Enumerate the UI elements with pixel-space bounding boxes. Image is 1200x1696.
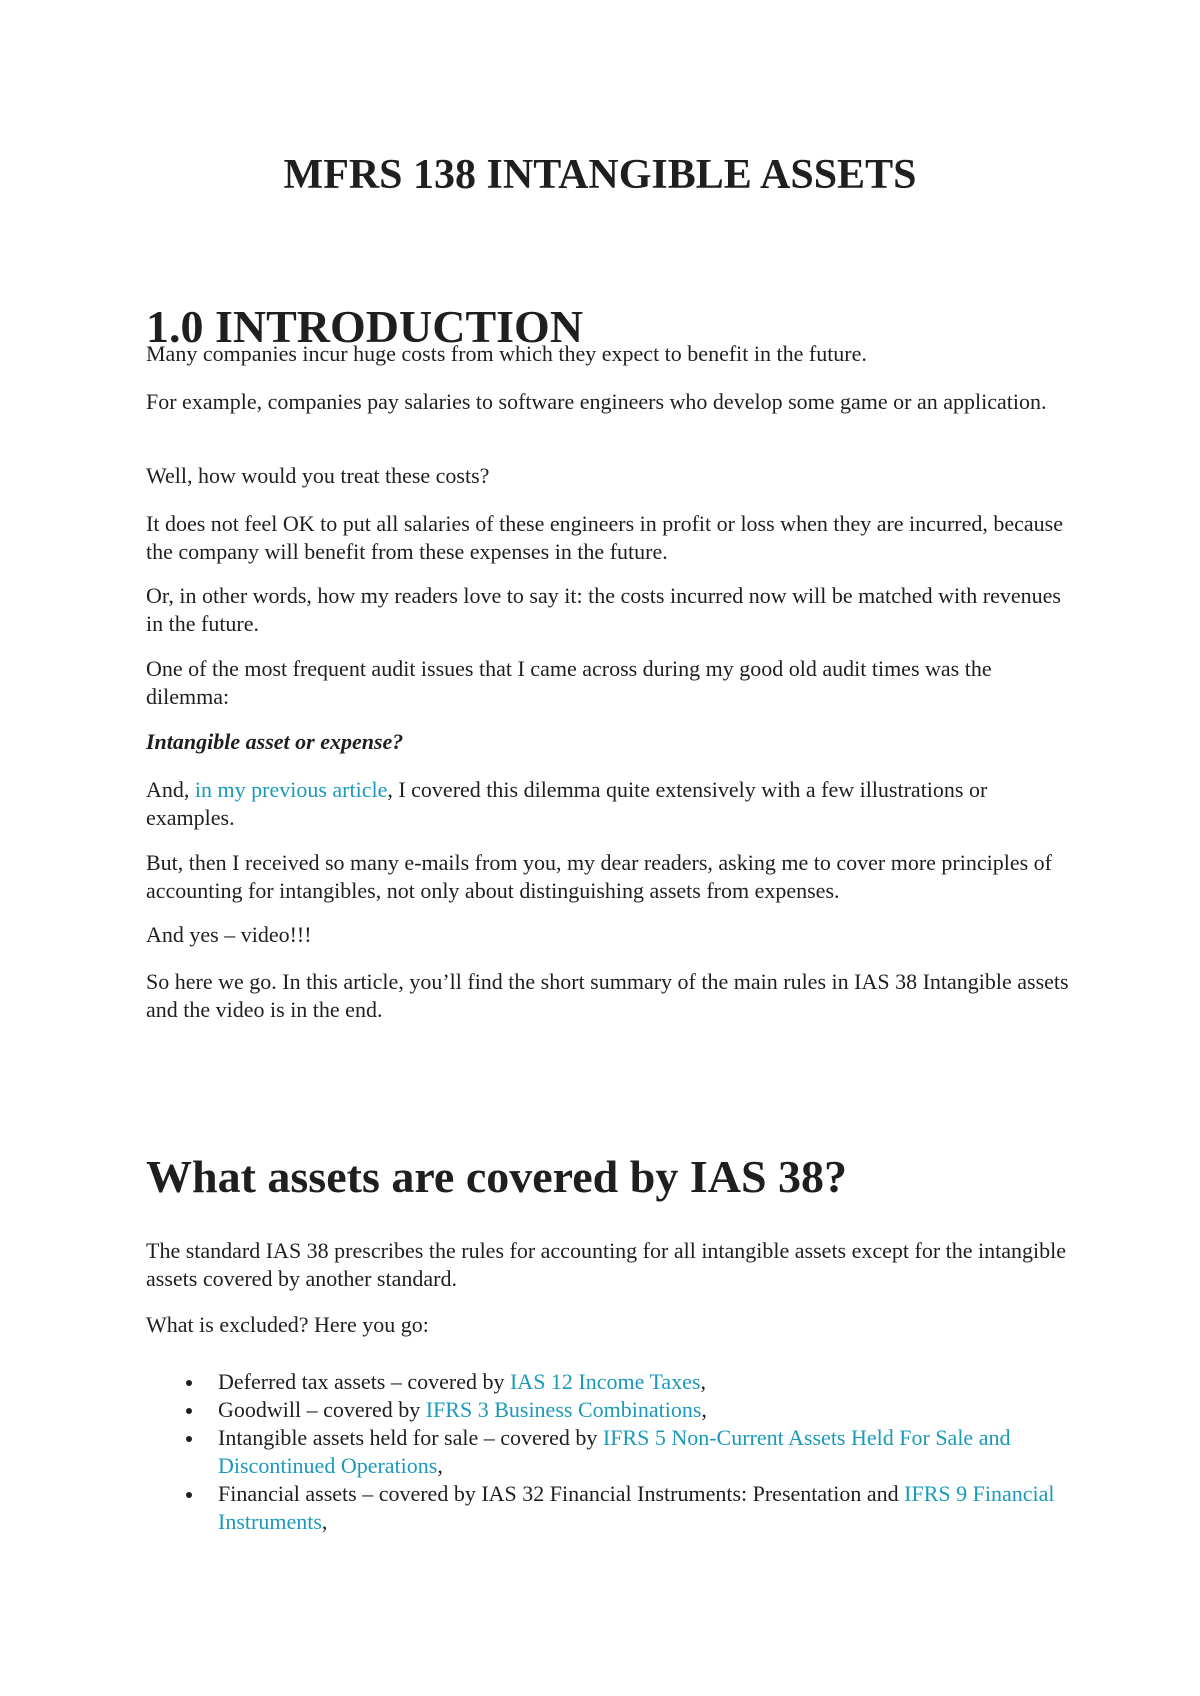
standard-link[interactable]: IFRS 3 Business Combinations (425, 1397, 702, 1422)
list-item (146, 1424, 1076, 1480)
previous-article-after: , I covered this dilemma quite extensively with a few illustrations or examples. (146, 777, 988, 830)
section-heading: What assets are covered by IAS 38? (146, 1151, 848, 1202)
dilemma-text: Intangible asset or expense? (146, 729, 404, 754)
section-paragraph: What is excluded? Here you go: (146, 1312, 429, 1337)
intro-paragraph: For example, companies pay salaries to software engineers who develop some game or an application. (146, 389, 1047, 414)
list-item-suffix: , (437, 1453, 443, 1478)
list-item (146, 1368, 1076, 1396)
intro-paragraph: It does not feel OK to put all salaries of these engineers in profit or loss when they are incurred, because the company will benefit from these expenses in the future. (146, 511, 1063, 564)
list-item (146, 1480, 1076, 1536)
section-paragraph: The standard IAS 38 prescribes the rules for accounting for all intangible assets except for the intangible assets covered by another standard. (146, 1238, 1067, 1291)
list-item-text: Intangible assets held for sale – covered by (218, 1425, 603, 1450)
standard-link[interactable]: IFRS 9 Financial Instruments (218, 1481, 1055, 1534)
intro-paragraph: One of the most frequent audit issues that I came across during my good old audit times was the dilemma: (146, 656, 992, 709)
excluded-assets-list (146, 1368, 1076, 1536)
list-item-text: Financial assets – covered by IAS 32 Financial Instruments: Presentation and (218, 1481, 905, 1506)
list-item-text: Deferred tax assets – covered by (218, 1369, 510, 1394)
list-item (146, 1396, 1076, 1424)
body-paragraph: But, then I received so many e-mails from you, my dear readers, asking me to cover more principles of accounting for intangibles, not only about distinguishing assets from expenses. (146, 850, 1052, 903)
intro-paragraph: Many companies incur huge costs from which they expect to benefit in the future. (146, 341, 867, 366)
bullet-icon (186, 1492, 192, 1498)
body-paragraph: So here we go. In this article, you’ll find the short summary of the main rules in IAS 38 Intangible assets and the video is in the end. (146, 969, 1069, 1022)
list-item-suffix: , (701, 1397, 707, 1422)
intro-heading: 1.0 INTRODUCTION (146, 301, 584, 352)
intro-paragraph: Well, how would you treat these costs? (146, 463, 490, 488)
bullet-icon (186, 1436, 192, 1442)
previous-article-before: And, (146, 777, 195, 802)
previous-article-paragraph (146, 776, 1076, 832)
list-item-text: Goodwill – covered by (218, 1397, 426, 1422)
bullet-icon (186, 1408, 192, 1414)
document-title: MFRS 138 INTANGIBLE ASSETS (283, 152, 917, 198)
list-item-suffix: , (700, 1369, 706, 1394)
body-paragraph: And yes – video!!! (146, 922, 312, 947)
previous-article-link[interactable]: in my previous article (194, 777, 388, 802)
standard-link[interactable]: IFRS 5 Non-Current Assets Held For Sale and Discontinued Operations (218, 1425, 1011, 1478)
standard-link[interactable]: IAS 12 Income Taxes (509, 1369, 701, 1394)
list-item-suffix: , (321, 1509, 328, 1534)
bullet-icon (186, 1380, 192, 1386)
intro-paragraph: Or, in other words, how my readers love to say it: the costs incurred now will be matched with revenues in the future. (146, 583, 1061, 636)
